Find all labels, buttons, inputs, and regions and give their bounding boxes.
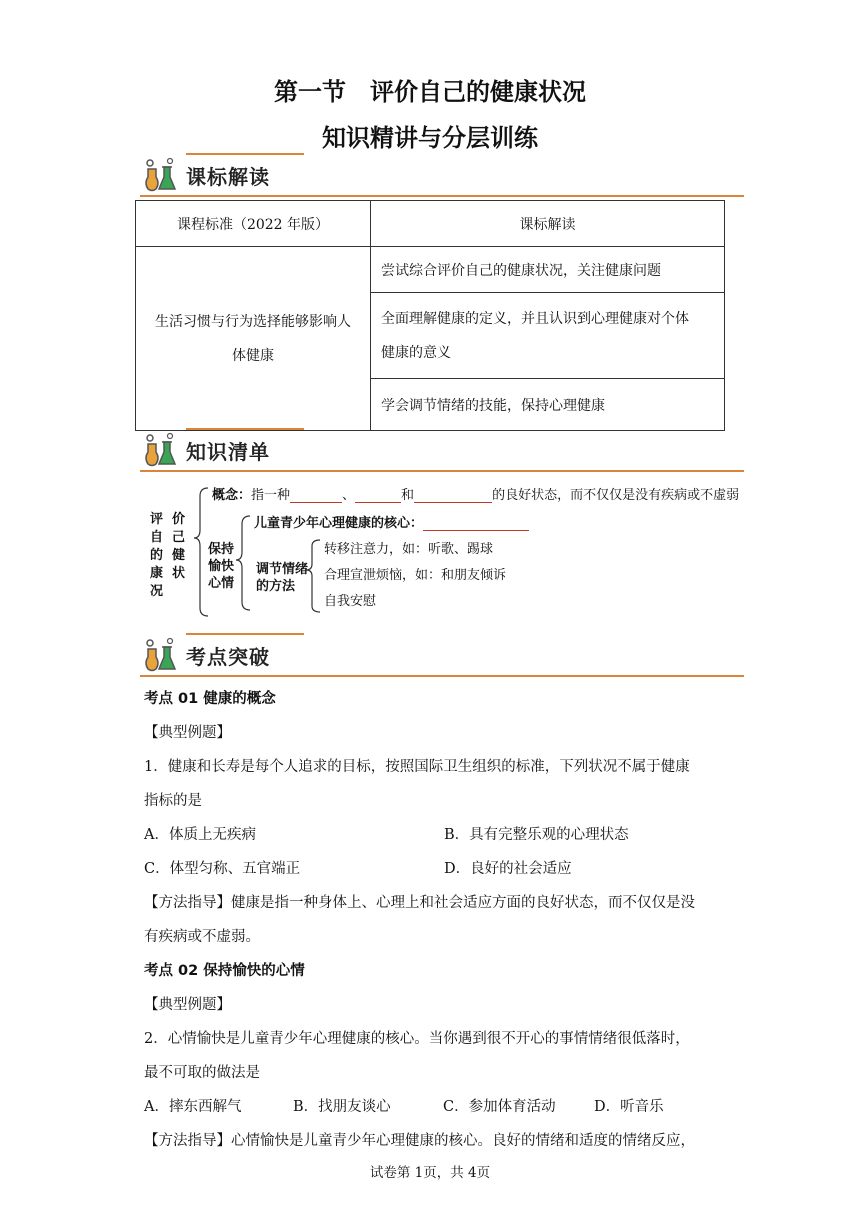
page-subtitle: 知识精讲与分层训练 <box>322 124 538 152</box>
option-c: C．体型匀称、五官端正 <box>144 861 301 877</box>
section-title: 课标解读 <box>186 165 270 189</box>
example-label: 【典型例题】 <box>144 725 231 741</box>
section-header-knowledge <box>140 430 744 472</box>
flask-icon <box>142 432 182 468</box>
question-text: 最不可取的做法是 <box>144 1065 260 1081</box>
option-a: A．体质上无疾病 <box>144 827 256 843</box>
standards-table <box>135 200 725 431</box>
table-left-cell: 生活习惯与行为选择能够影响人 体健康 <box>136 247 371 431</box>
option-d: D．听音乐 <box>594 1099 664 1115</box>
concept-row: 概念：指一种 、 和 的良好状态，而不仅仅是没有疾病或不虚弱 <box>212 488 740 503</box>
question-text: 1．健康和长寿是每个人追求的目标，按照国际卫生组织的标准，下列状况不属于健康 <box>144 759 690 775</box>
table-header-right: 课标解读 <box>371 201 725 247</box>
method-guide: 有疾病或不虚弱。 <box>144 929 260 945</box>
table-header-left: 课程标准（2022 年版） <box>136 201 371 247</box>
section-title: 知识清单 <box>186 440 270 464</box>
method-item: 合理宣泄烦恼，如：和朋友倾诉 <box>324 568 507 583</box>
option-b: B．找朋友谈心 <box>293 1099 391 1115</box>
method-item: 转移注意力，如：听歌、踢球 <box>324 542 494 557</box>
point-title: 考点 01 健康的概念 <box>144 691 276 707</box>
page-title: 第一节 评价自己的健康状况 <box>274 78 586 106</box>
method-item: 自我安慰 <box>324 594 377 609</box>
option-a: A．摔东西解气 <box>144 1099 242 1115</box>
knowledge-mindmap: 评 价 自 己 的 健 康 状 况 概念：指一种 、 和 的良好状态，而不仅仅是没有疾病或不虚弱 保持 愉快 心情 儿童青少年心理健康的核心： 调节情绪 的方法 转移注意力，如：听歌、踢球 合理宣泄烦恼，如：和朋友倾诉 自我安慰 <box>140 482 750 622</box>
page-footer: 试卷第 1页，共 4页 <box>369 1165 491 1181</box>
example-label: 【典型例题】 <box>144 997 231 1013</box>
method-guide: 【方法指导】心情愉快是儿童青少年心理健康的核心。良好的情绪和适度的情绪反应， <box>144 1133 695 1149</box>
method-guide: 【方法指导】健康是指一种身体上、心理上和社会适应方面的良好状态，而不仅仅是没 <box>144 895 695 911</box>
flask-icon <box>142 157 182 193</box>
section-header-standards <box>140 155 744 197</box>
blank-line <box>290 488 342 503</box>
option-b: B．具有完整乐观的心理状态 <box>444 827 629 843</box>
question-text: 指标的是 <box>144 793 202 809</box>
question-text: 2．心情愉快是儿童青少年心理健康的核心。当你遇到很不开心的事情情绪很低落时， <box>144 1031 690 1047</box>
section-title: 考点突破 <box>186 645 270 669</box>
flask-icon <box>142 637 182 673</box>
table-row: 尝试综合评价自己的健康状况，关注健康问题 <box>371 247 725 293</box>
core-row: 儿童青少年心理健康的核心： <box>254 512 529 531</box>
option-c: C．参加体育活动 <box>443 1099 556 1115</box>
section-header-points <box>140 635 744 677</box>
point-title: 考点 02 保持愉快的心情 <box>144 963 305 979</box>
table-row: 全面理解健康的定义，并且认识到心理健康对个体 健康的意义 <box>371 293 725 379</box>
blank-line <box>355 488 401 503</box>
blank-line <box>423 516 529 531</box>
option-d: D．良好的社会适应 <box>444 861 572 877</box>
blank-line <box>414 488 492 503</box>
table-row: 学会调节情绪的技能，保持心理健康 <box>371 379 725 431</box>
